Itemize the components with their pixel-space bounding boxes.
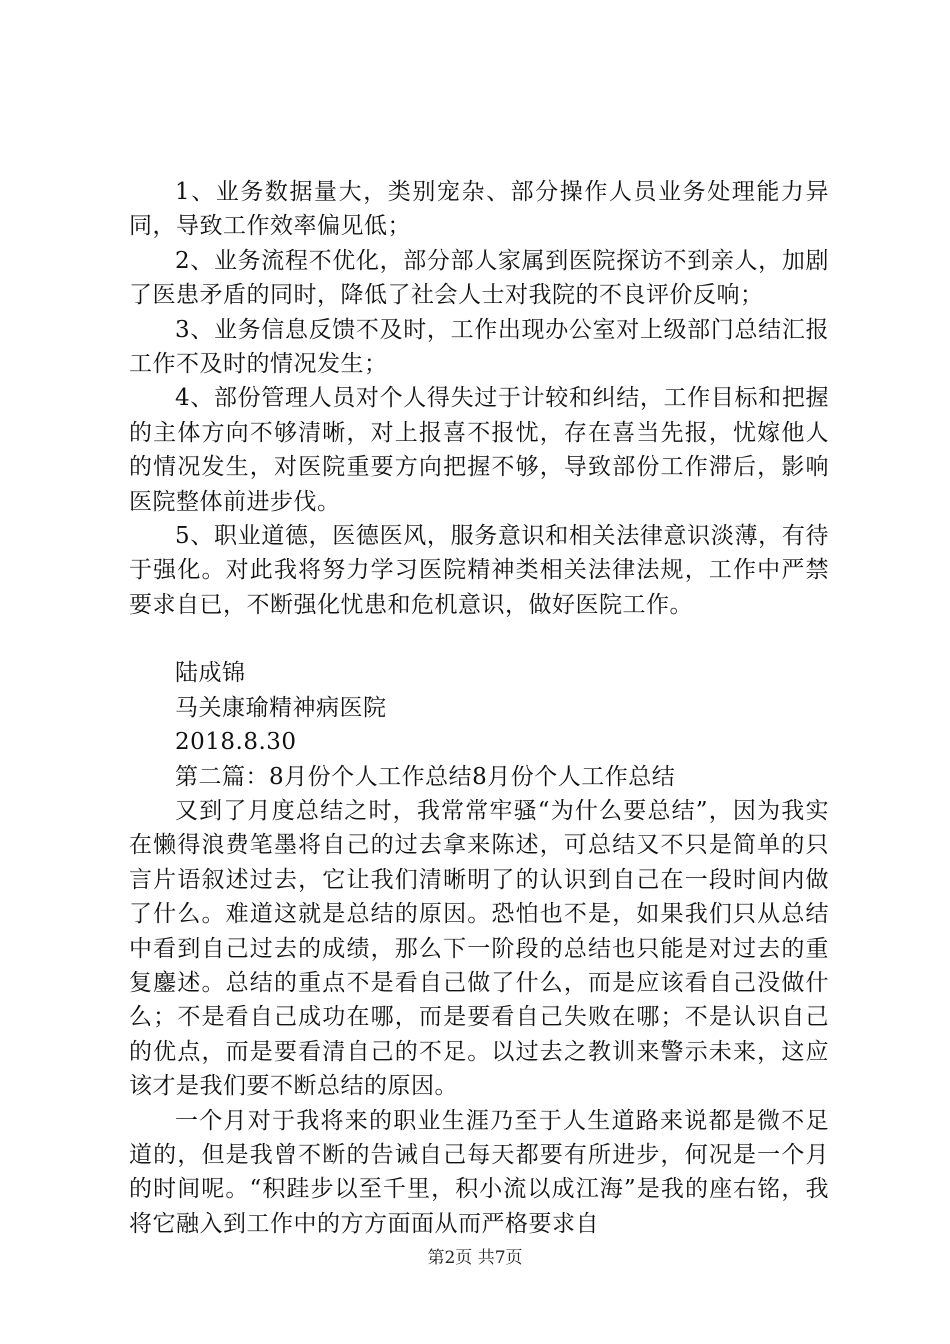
section-spacer bbox=[129, 622, 829, 656]
second-article-paragraph-1: 又到了月度总结之时，我常常牢骚“为什么要总结”，因为我实在懒得浪费笔墨将自己的过去拿来陈述，可总结又不只是简单的只言片语叙述过去，它让我们清晰明了的认识到自己在一段时间内做了什么。难道这就是总结的原因。恐怕也不是，如果我们只从总结中看到自己过去的成绩，那么下一阶段的总结也只能是对过去的重复鏖述。总结的重点不是看自己做了什么，而是应该看自己没做什么；不是看自己成功在哪，而是要看自己失败在哪；不是认识自己的优点，而是要看清自己的不足。以过去之教训来警示未来，这应该才是我们要不断总结的原因。 bbox=[129, 797, 829, 1100]
second-article-paragraph-2: 一个月对于我将来的职业生涯乃至于人生道路来说都是微不足道的，但是我曾不断的告诫自己每天都要有所进步，何况是一个月的时间呢。“积跬步以至千里，积小流以成江海”是我的座右铭，我将它融入到工作中的方方面面从而严格要求自 bbox=[129, 1107, 829, 1237]
page-footer bbox=[0, 1243, 950, 1268]
paragraph-issue-3: 3、业务信息反馈不及时，工作出现办公室对上级部门总结汇报工作不及时的情况发生； bbox=[129, 316, 829, 378]
paragraph-issue-5: 5、职业道德，医德医风，服务意识和相关法律意识淡薄，有待于强化。对此我将努力学习医院精神类相关法律法规，工作中严禁要求自已，不断强化忧患和危机意识，做好医院工作。 bbox=[129, 523, 829, 618]
paragraph-issue-4: 4、部份管理人员对个人得失过于计较和纠结，工作目标和把握的主体方向不够清晰，对上报喜不报忧，存在喜当先报，忧嫁他人的情况发生，对医院重要方向把握不够，导致部份工作滞后，影响医院整体前进步伐。 bbox=[129, 385, 829, 515]
paragraph-issue-2: 2、业务流程不优化，部分部人家属到医院探访不到亲人，加剧了医患矛盾的同时，降低了社会人士对我院的不良评价反响； bbox=[129, 247, 829, 309]
page-number-label: 第2页 共7页 bbox=[427, 1248, 523, 1268]
second-article-title: 第二篇：8月份个人工作总结8月份个人工作总结 bbox=[175, 763, 676, 790]
signature-name: 陆成锦 bbox=[175, 660, 246, 687]
paragraph-issue-1: 1、业务数据量大，类别宠杂、部分操作人员业务处理能力异同，导致工作效率偏见低； bbox=[129, 179, 829, 240]
signature-date: 2018.8.30 bbox=[175, 729, 297, 756]
document-body bbox=[129, 175, 829, 1241]
signature-hospital: 马关康瑜精神病医院 bbox=[175, 694, 387, 721]
